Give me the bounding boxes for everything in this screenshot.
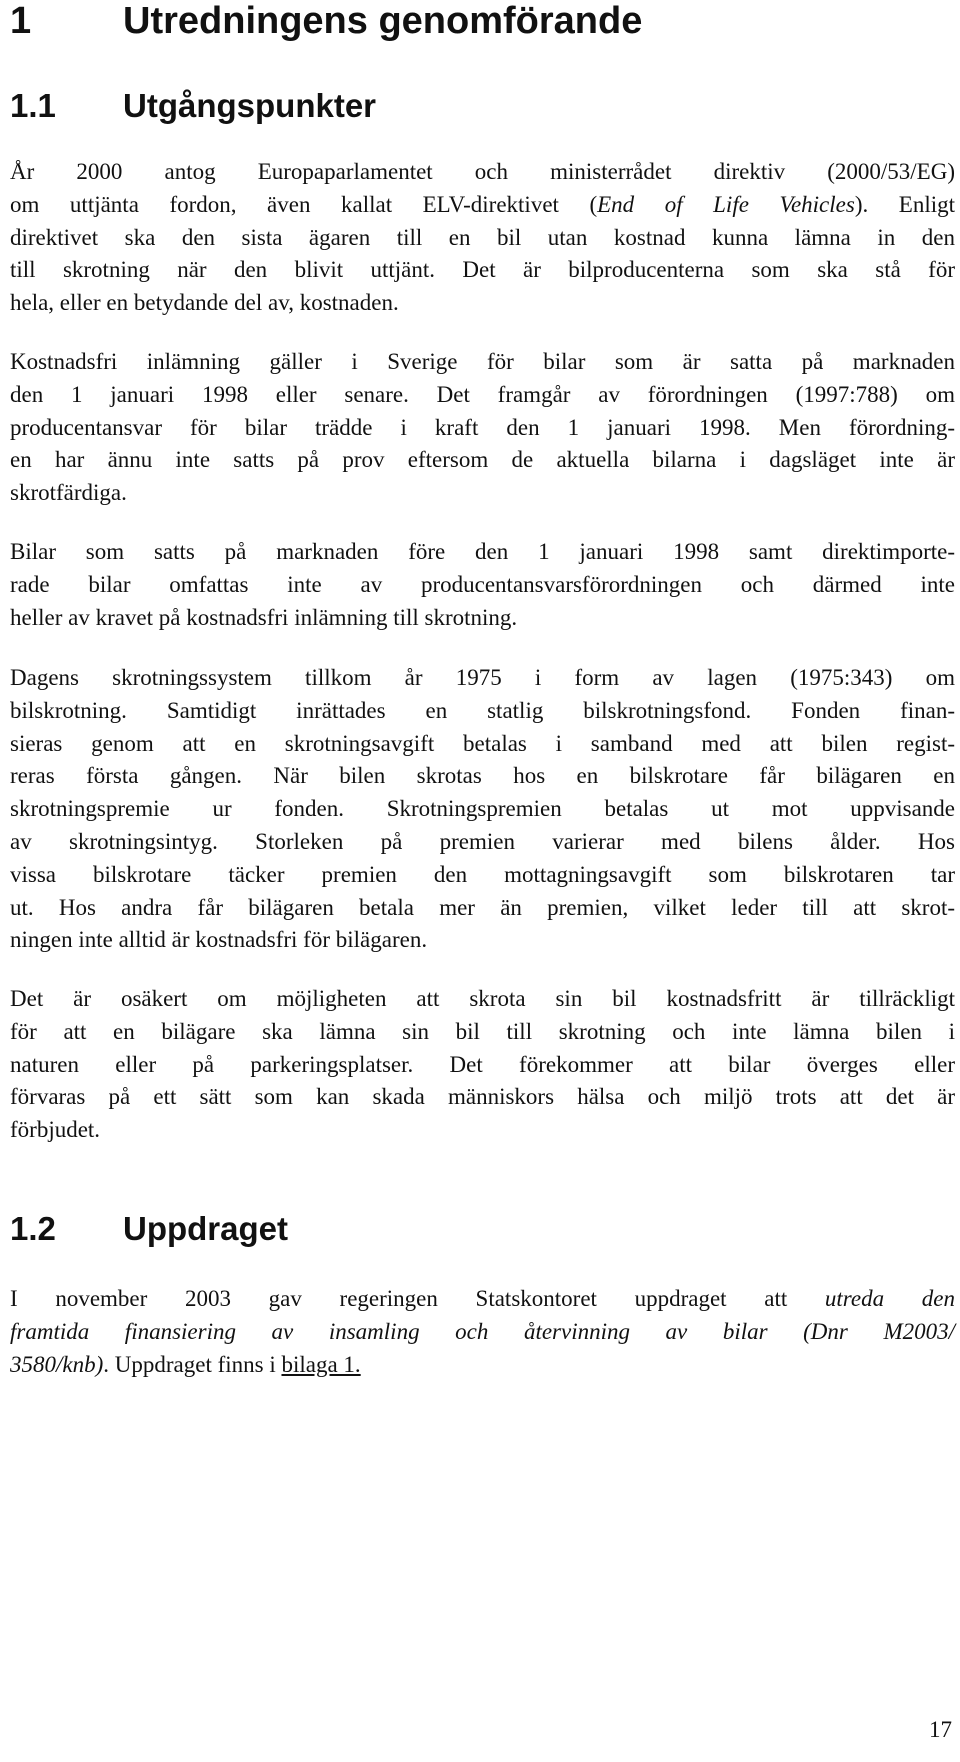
text-line: skrotningspremie ur fonden. Skrotningspremien betalas ut mot uppvisande [10, 796, 955, 822]
paragraph-scrapping-system [10, 662, 955, 957]
chapter-heading [10, 0, 642, 46]
text-line: rade bilar omfattas inte av producentansvarsförordningen och därmed inte [10, 571, 955, 597]
text-line: förbjudet. [10, 1117, 101, 1143]
text-line: direktivet ska den sista ägaren till en bil utan kostnad kunna lämna in den [10, 224, 955, 250]
text-line: en har ännu inte satts på prov eftersom de aktuella bilarna i dagsläget inte är [10, 447, 955, 473]
text-line: av skrotningsintyg. Storleken på premien varierar med bilens ålder. Hos [10, 828, 955, 854]
page-number: 17 [929, 1717, 952, 1742]
text-line: Bilar som satts på marknaden före den 1 januari 1998 samt direktimporte- [10, 539, 955, 564]
text-line: bilskrotning. Samtidigt inrättades en statlig bilskrotningsfond. Fonden finan- [10, 697, 955, 723]
text-line: skrotfärdiga. [10, 480, 127, 506]
paragraph-older-cars [10, 536, 955, 634]
text-line: I november 2003 gav regeringen Statskontoret uppdraget att [10, 1286, 825, 1311]
section-title: Utgångspunkter [123, 87, 377, 124]
text-line: ). Enligt [854, 191, 955, 217]
text-line: heller av kravet på kostnadsfri inlämning till skrotning. [10, 604, 518, 630]
paragraph-uncertainty [10, 983, 955, 1147]
section-heading-1-2 [10, 1207, 288, 1251]
text-line: År 2000 antog Europaparlamentet och ministerrådet direktiv (2000/53/EG) [10, 159, 955, 184]
text-line: den 1 januari 1998 eller senare. Det framgår av förordningen (1997:788) om [10, 381, 955, 407]
text-line: Kostnadsfri inlämning gäller i Sverige för bilar som är satta på marknaden [10, 349, 955, 374]
chapter-title: Utredningens genomförande [123, 0, 643, 42]
section-number: 1.1 [10, 87, 56, 124]
text-line: till skrotning när den blivit uttjänt. Det är bilproducenterna som ska stå för [10, 257, 955, 283]
text-line: om uttjänta fordon, även kallat ELV-direktivet ( [10, 191, 598, 217]
text-line: förvaras på ett sätt som kan skada människors hälsa och miljö trots att det är [10, 1084, 955, 1110]
text-line: ut. Hos andra får bilägaren betala mer än premien, vilket leder till att skrot- [10, 894, 955, 920]
italic-title: utreda den [824, 1286, 955, 1311]
italic-title: framtida finansiering av insamling och återvinning av bilar (Dnr M2003/ [10, 1318, 955, 1344]
italic-term: End of Life Vehicles [597, 191, 855, 217]
text-line: naturen eller på parkeringsplatser. Det förekommer att bilar överges eller [10, 1051, 955, 1077]
section-heading-1-1 [10, 84, 376, 128]
text-line: ningen inte alltid är kostnadsfri för bilägaren. [10, 927, 428, 953]
text-line: för att en bilägare ska lämna sin bil till skrotning och inte lämna bilen i [10, 1018, 955, 1044]
section-title: Uppdraget [123, 1210, 288, 1247]
text-line: reras första gången. När bilen skrotas hos en bilskrotare får bilägaren en [10, 763, 955, 789]
text-line: Dagens skrotningssystem tillkom år 1975 i form av lagen (1975:343) om [10, 665, 955, 690]
text-line: Det är osäkert om möjligheten att skrota sin bil kostnadsfritt är tillräckligt [10, 986, 955, 1011]
paragraph-free-return [10, 346, 955, 510]
italic-title: 3580/knb) [10, 1351, 104, 1377]
appendix-link[interactable]: bilaga 1. [281, 1351, 361, 1377]
text-line: hela, eller en betydande del av, kostnaden. [10, 290, 399, 316]
text-line: vissa bilskrotare täcker premien den mottagningsavgift som bilskrotaren tar [10, 861, 955, 887]
chapter-number: 1 [10, 0, 32, 42]
text-line: producentansvar för bilar trädde i kraft den 1 januari 1998. Men förordning- [10, 414, 955, 440]
text-line: . Uppdraget finns i [103, 1351, 282, 1377]
paragraph-assignment [10, 1283, 955, 1381]
text-line: sieras genom att en skrotningsavgift betalas i samband med att bilen regist- [10, 730, 955, 756]
paragraph-elv-directive [10, 156, 955, 320]
section-number: 1.2 [10, 1210, 56, 1247]
